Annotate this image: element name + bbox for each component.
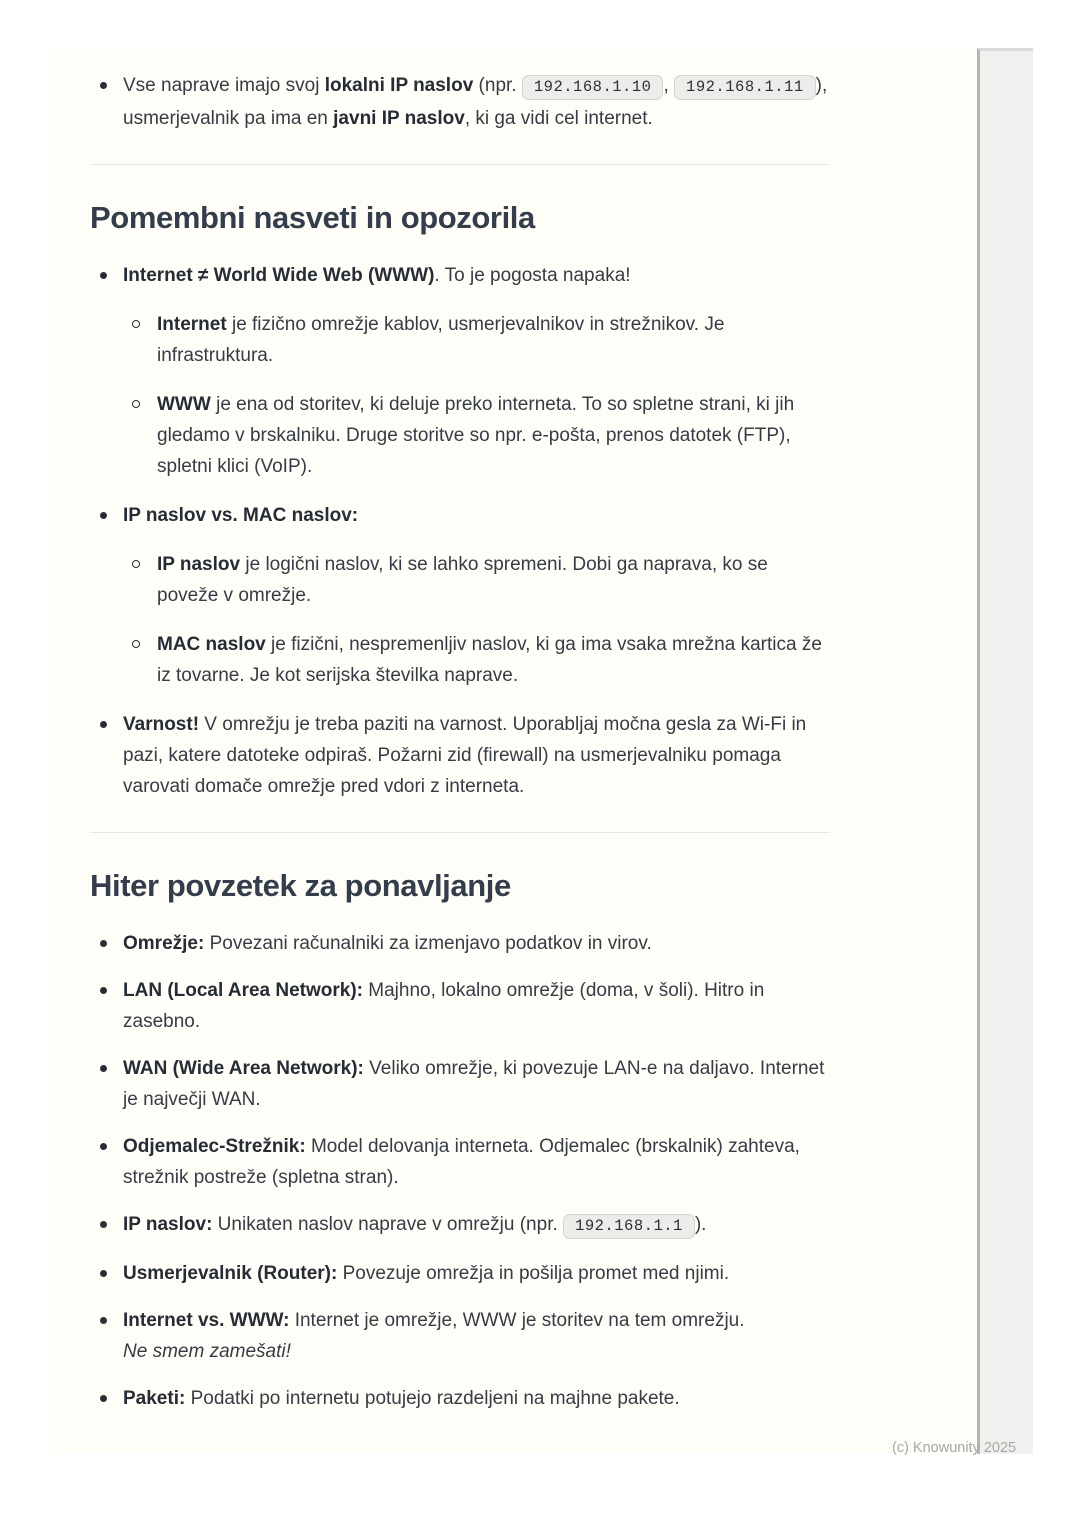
text: Podatki po internetu potujejo razdeljeni na majhne pakete. — [185, 1388, 680, 1409]
section-title-summary: Hiter povzetek za ponavljanje — [90, 868, 511, 903]
section-divider — [90, 832, 830, 833]
list-item — [90, 928, 830, 959]
text: Model delovanja interneta. Odjemalec (brskalnik) zahteva, strežnik postreže (spletna stran). — [123, 1136, 800, 1188]
bold-text: Internet — [157, 314, 227, 335]
text: Povezuje omrežja in pošilja promet med njimi. — [337, 1263, 730, 1284]
sub-list — [123, 309, 830, 482]
summary-list — [90, 928, 830, 1414]
bold-text: Omrežje: — [123, 933, 205, 954]
text: Unikaten naslov naprave v omrežju (npr. — [212, 1214, 564, 1235]
text: je ena od storitev, ki deluje preko interneta. To so spletne strani, ki jih gledamo v brskalniku. Druge storitve so npr. e-pošta, prenos datotek (FTP), spletni klici (VoIP). — [157, 394, 795, 477]
bold-text: Usmerjevalnik (Router): — [123, 1263, 338, 1284]
sub-list — [123, 549, 830, 691]
inline-code: 192.168.1.1 — [563, 1214, 695, 1239]
bold-text: WWW — [157, 394, 211, 415]
intro-list — [90, 70, 830, 134]
text: Vse naprave imajo svoj — [123, 75, 325, 96]
text: . To je pogosta napaka! — [434, 265, 631, 286]
bold-text: IP naslov: — [123, 1214, 213, 1235]
list-item — [90, 1305, 830, 1367]
list-item — [90, 709, 830, 802]
text: Veliko omrežje, ki povezuje LAN-e na daljavo. Internet je največji WAN. — [123, 1058, 825, 1110]
text: (npr. — [473, 75, 522, 96]
inline-code: 192.168.1.11 — [674, 75, 816, 100]
text: Internet je omrežje, WWW je storitev na tem omrežju. — [289, 1310, 745, 1331]
list-item — [90, 500, 830, 691]
bold-text: MAC naslov — [157, 634, 266, 655]
bold-text: Odjemalec-Strežnik: — [123, 1136, 306, 1157]
document-content — [48, 48, 830, 1414]
section-title-tips: Pomembni nasveti in opozorila — [90, 200, 535, 235]
text: Majhno, lokalno omrežje (doma, v šoli). Hitro in zasebno. — [123, 980, 765, 1032]
text: ). — [694, 1214, 707, 1235]
bold-text: Internet ≠ World Wide Web (WWW) — [123, 265, 435, 286]
text: ), usmerjevalnik pa ima en — [123, 75, 828, 129]
list-item — [90, 975, 830, 1037]
tips-list — [90, 260, 830, 802]
list-item — [90, 1053, 830, 1115]
section-summary — [90, 867, 830, 1414]
text: je logični naslov, ki se lahko spremeni. Dobi ga naprava, ko se poveže v omrežje. — [157, 554, 768, 606]
list-item — [90, 70, 830, 134]
scrollbar-track[interactable] — [977, 48, 1033, 1454]
bold-text: Varnost! — [123, 714, 200, 735]
list-item — [90, 1131, 830, 1193]
list-item — [90, 260, 830, 482]
list-item — [123, 549, 830, 611]
text: je fizični, nespremenljiv naslov, ki ga ima vsaka mrežna kartica že iz tovarne. Je kot serijska številka naprave. — [157, 634, 822, 686]
list-item — [90, 1258, 830, 1289]
document-page — [48, 48, 977, 1453]
bold-text: LAN (Local Area Network): — [123, 980, 363, 1001]
text: , — [663, 75, 675, 96]
bold-text: IP naslov — [157, 554, 241, 575]
list-item — [123, 309, 830, 371]
bold-text: IP naslov vs. MAC naslov: — [123, 505, 359, 526]
list-item — [123, 629, 830, 691]
section-divider — [90, 164, 830, 165]
italic-text: Ne smem zamešati! — [123, 1341, 291, 1362]
text: V omrežju je treba paziti na varnost. Uporabljaj močna gesla za Wi-Fi in pazi, katere datoteke odpiraš. Požarni zid (firewall) na usmerjevalniku pomaga varovati domače omrežje pred vdori z interneta. — [123, 714, 807, 797]
list-item — [123, 389, 830, 482]
bold-text: lokalni IP naslov — [324, 75, 474, 96]
text: , ki ga vidi cel internet. — [464, 108, 653, 129]
bold-text: javni IP naslov — [333, 108, 465, 129]
bold-text: Paketi: — [123, 1388, 186, 1409]
text: Povezani računalniki za izmenjavo podatkov in virov. — [204, 933, 652, 954]
bold-text: Internet vs. WWW: — [123, 1310, 290, 1331]
section-tips — [90, 199, 830, 802]
watermark: (c) Knowunity 2025 — [892, 1440, 1017, 1456]
text: je fizično omrežje kablov, usmerjevalnikov in strežnikov. Je infrastruktura. — [157, 314, 725, 366]
bold-text: WAN (Wide Area Network): — [123, 1058, 364, 1079]
inline-code: 192.168.1.10 — [522, 75, 664, 100]
list-item — [90, 1383, 830, 1414]
list-item — [90, 1209, 830, 1242]
